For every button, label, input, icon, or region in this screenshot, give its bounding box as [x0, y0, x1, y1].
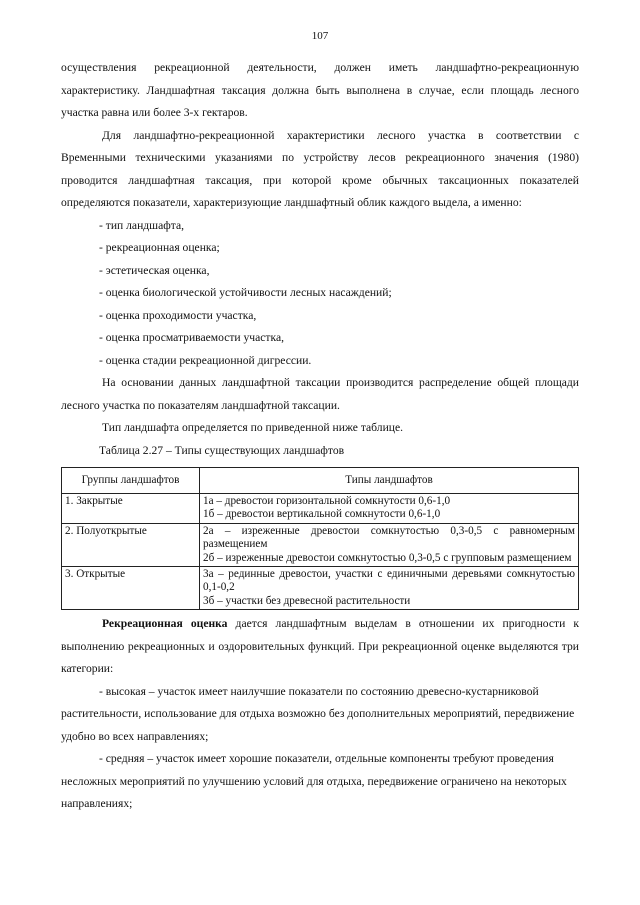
- types-cell: [200, 523, 579, 566]
- category-item: - высокая – участок имеет наилучшие показатели по состоянию древесно-кустарниковой растительности, использование для отдыха возможно без дополнительных мероприятий, передвижение удобно во всех направлениях;: [61, 684, 575, 743]
- indicator-item: - оценка стадии рекреационной дигрессии.: [99, 353, 312, 367]
- types-cell: [200, 493, 579, 523]
- paragraph-distribution: На основании данных ландшафтной таксации производится распределение общей площади лесного участка по показателям ландшафтной таксации.: [61, 376, 579, 412]
- paragraph-landscape-type: Тип ландшафта определяется по приведенной ниже таблице.: [102, 421, 404, 434]
- header-groups: Группы ландшафтов: [62, 467, 200, 493]
- page-content: [61, 57, 579, 816]
- types-cell: [200, 566, 579, 609]
- header-types: Типы ландшафтов: [200, 467, 579, 493]
- table-caption: Таблица 2.27 – Типы существующих ландшафтов: [99, 443, 345, 457]
- table-row: [62, 493, 579, 523]
- table-row: [62, 523, 579, 566]
- indicator-item: - оценка биологической устойчивости лесных насаждений;: [99, 286, 392, 299]
- page-number: 107: [311, 30, 329, 42]
- category-item: - средняя – участок имеет хорошие показатели, отдельные компоненты требуют проведения несложных мероприятий по улучшению условий для отдыха, передвижение ограничено на некоторых направлениях;: [61, 752, 567, 811]
- indicator-item: - рекреационная оценка;: [99, 241, 220, 254]
- type-entry: 3б – участки без древесной растительности: [203, 594, 411, 607]
- table-header-row: [62, 467, 579, 493]
- type-entry: 3а – рединные древостои, участки с единичными деревьями сомкнутостью 0,1-0,2: [203, 567, 575, 594]
- paragraph-landscape-taxation: Для ландшафтно-рекреационной характеристики лесного участка в соответствии с Временными техническими указаниями по устройству лесов рекреационного значения (1980) проводится ландшафтная таксация, при которой кроме обычных таксационных показателей определяются показатели, характеризующие ландшафтный облик каждого выдела, а именно:: [61, 128, 579, 209]
- indicator-item: - оценка просматриваемости участка,: [99, 331, 284, 344]
- type-entry: 1б – древостои вертикальной сомкнутости 0,6-1,0: [203, 508, 441, 521]
- type-entry: 2а – изреженные древостои сомкнутостью 0,3-0,5 с равномерным размещением: [203, 524, 575, 551]
- type-entry: 1а – древостои горизонтальной сомкнутости 0,6-1,0: [203, 494, 451, 507]
- type-entry: 2б – изреженные древостои сомкнутостью 0,3-0,5 с групповым размещением: [203, 551, 572, 564]
- indicator-item: - оценка проходимости участка,: [99, 308, 257, 322]
- paragraph-recreation-assessment: [61, 613, 579, 681]
- recreation-text: дается ландшафтным выделам в отношении их пригодности к выполнению рекреационных и оздоровительных функций. При рекреационной оценке выделяются три категории:: [61, 617, 580, 676]
- landscape-types-table: [61, 467, 579, 611]
- indicator-item: - эстетическая оценка,: [99, 263, 210, 277]
- group-cell: 2. Полуоткрытые: [62, 523, 200, 566]
- group-cell: 1. Закрытые: [62, 493, 200, 523]
- recreation-term: Рекреационная оценка: [102, 617, 228, 631]
- paragraph-continuation: осуществления рекреационной деятельности, должен иметь ландшафтно-рекреационную характеристику. Ландшафтная таксация должна быть выполнена в случае, если площадь лесного участка равна или более 3-х гектаров.: [61, 61, 579, 119]
- indicator-item: - тип ландшафта,: [99, 218, 185, 232]
- group-cell: 3. Открытые: [62, 566, 200, 609]
- table-row: [62, 566, 579, 609]
